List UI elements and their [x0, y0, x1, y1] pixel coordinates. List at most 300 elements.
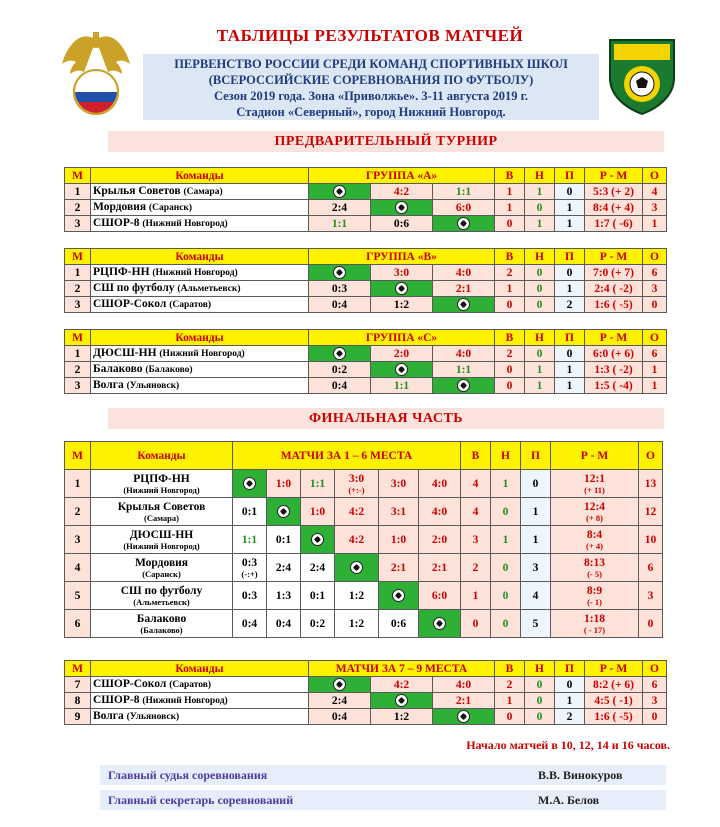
place-cell: 7 [65, 677, 91, 693]
score-cell: 4:2 [371, 677, 433, 693]
wins-cell: 0 [495, 297, 525, 313]
place-cell: 6 [65, 610, 91, 638]
score-value: 0:4 [241, 617, 258, 630]
team-cell [91, 498, 233, 526]
final-7-9-header [65, 661, 667, 677]
losses-cell: 1 [555, 362, 585, 378]
points-cell: 6 [643, 677, 667, 693]
place-cell: 3 [65, 216, 91, 232]
points-cell: 12 [639, 498, 663, 526]
chief-secretary-name: М.А. Белов [538, 793, 600, 807]
draws-cell: 1 [525, 216, 555, 232]
team-city: (Ульяновск) [126, 381, 180, 391]
team-name: СШОР-8 [93, 217, 140, 229]
losses-cell: 1 [555, 281, 585, 297]
draws-cell: 0 [491, 554, 521, 582]
team-name: Мордовия [134, 556, 189, 569]
goals-diff: (- 1) [587, 597, 602, 607]
wins-cell: 0 [495, 216, 525, 232]
score-cell [379, 498, 419, 526]
team-cell [91, 709, 309, 725]
score-value: 6:0 [431, 589, 448, 602]
col-goals: Р - М [551, 442, 639, 470]
place-cell: 3 [65, 378, 91, 394]
diagonal-cell [371, 200, 433, 216]
team-city: (Нижний Новгород) [142, 219, 228, 229]
col-points: О [643, 330, 667, 346]
col-teams: Команды [91, 249, 309, 265]
diagonal-cell [379, 582, 419, 610]
score-cell: 0:4 [309, 378, 371, 394]
score-value: 0:3 [241, 589, 258, 602]
col-teams: Команды [91, 168, 309, 184]
football-icon [350, 561, 363, 574]
draws-cell: 0 [525, 677, 555, 693]
points-cell: 6 [639, 554, 663, 582]
event-line-2: (ВСЕРОССИЙСКИЕ СОРЕВНОВАНИЯ ПО ФУТБОЛУ) [208, 73, 534, 87]
points-cell: 0 [639, 610, 663, 638]
score-cell: 2:0 [371, 346, 433, 362]
goals-value: 12:1 [583, 473, 606, 485]
team-city: (Самара) [143, 512, 179, 523]
col-wins: В [495, 168, 525, 184]
football-icon [395, 282, 408, 295]
team-cell [91, 526, 233, 554]
losses-cell: 0 [521, 470, 551, 498]
score-cell [301, 554, 335, 582]
table-row [65, 378, 667, 394]
goals-cell: 6:0 (+ 6) [585, 346, 643, 362]
wins-cell: 2 [495, 346, 525, 362]
football-icon [457, 379, 470, 392]
team-cell [91, 610, 233, 638]
score-cell: 2:1 [433, 693, 495, 709]
score-cell [379, 554, 419, 582]
score-cell: 4:0 [433, 346, 495, 362]
team-cell [91, 693, 309, 709]
losses-cell: 1 [555, 693, 585, 709]
group-c-title: ГРУППА «С» [309, 330, 495, 346]
score-value: 2:4 [275, 561, 292, 574]
score-cell: 2:4 [309, 200, 371, 216]
score-cell: 2:4 [309, 693, 371, 709]
team-cell [91, 470, 233, 498]
score-cell [301, 470, 335, 498]
team-cell [91, 378, 309, 394]
score-value: 1:2 [348, 617, 365, 630]
goals-value: 8:9 [586, 585, 603, 597]
col-losses: П [555, 168, 585, 184]
score-cell [301, 582, 335, 610]
draws-cell: 0 [525, 200, 555, 216]
points-cell: 6 [643, 265, 667, 281]
wins-cell: 4 [461, 498, 491, 526]
football-icon [457, 298, 470, 311]
diagonal-cell [433, 297, 495, 313]
col-wins: В [495, 249, 525, 265]
team-city: (Саратов) [169, 680, 212, 690]
points-cell: 1 [643, 362, 667, 378]
score-value: 1:0 [390, 533, 407, 546]
draws-cell: 1 [491, 470, 521, 498]
col-pos: М [65, 330, 91, 346]
col-draws: Н [525, 249, 555, 265]
score-value: 4:2 [348, 533, 365, 546]
score-cell [267, 610, 301, 638]
draws-cell: 1 [491, 526, 521, 554]
score-value: 0:6 [390, 617, 407, 630]
team-name: Балаково [93, 363, 143, 375]
diagonal-cell [309, 346, 371, 362]
goals-diff: (+ 11) [584, 485, 605, 495]
score-cell: 0:6 [371, 216, 433, 232]
team-city: (Балаково) [140, 624, 183, 635]
diagonal-cell [233, 470, 267, 498]
score-cell: 1:1 [433, 362, 495, 378]
table-row [65, 693, 667, 709]
place-cell: 2 [65, 281, 91, 297]
group-a-header [65, 168, 667, 184]
col-losses: П [521, 442, 551, 470]
wins-cell: 2 [495, 677, 525, 693]
team-name: СШОР-Сокол [93, 678, 167, 690]
football-icon [311, 533, 324, 546]
group-c-table [64, 329, 667, 394]
points-cell: 1 [643, 378, 667, 394]
goals-diff: (+ 8) [586, 513, 603, 523]
col-points: О [643, 249, 667, 265]
place-cell: 1 [65, 184, 91, 200]
chief-judge-label: Главный судья соревнования [108, 768, 268, 782]
goals-cell: 1:7 ( -6) [585, 216, 643, 232]
col-wins: В [495, 661, 525, 677]
team-name: Волга [93, 710, 124, 722]
team-name: Волга [93, 379, 124, 391]
score-cell: 0:2 [309, 362, 371, 378]
col-draws: Н [525, 661, 555, 677]
table-row [65, 216, 667, 232]
score-cell [301, 610, 335, 638]
goals-value: 1:18 [583, 613, 606, 625]
col-teams: Команды [91, 330, 309, 346]
goals-cell: 8:4 (+ 4) [585, 200, 643, 216]
col-draws: Н [525, 168, 555, 184]
football-icon [457, 217, 470, 230]
draws-cell: 0 [491, 610, 521, 638]
score-cell [233, 582, 267, 610]
football-icon [395, 201, 408, 214]
draws-cell: 0 [525, 297, 555, 313]
losses-cell: 3 [521, 554, 551, 582]
goals-cell: 1:5 ( -4) [585, 378, 643, 394]
draws-cell: 0 [491, 498, 521, 526]
losses-cell: 1 [521, 498, 551, 526]
draws-cell: 1 [525, 362, 555, 378]
losses-cell: 2 [555, 709, 585, 725]
diagonal-cell [433, 216, 495, 232]
draws-cell: 0 [491, 582, 521, 610]
group-c-header [65, 330, 667, 346]
col-draws: Н [491, 442, 521, 470]
diagonal-cell [309, 677, 371, 693]
table-row [65, 184, 667, 200]
wins-cell: 1 [461, 582, 491, 610]
section-final: ФИНАЛЬНАЯ ЧАСТЬ [108, 408, 664, 429]
col-teams: Команды [91, 442, 233, 470]
table-row [65, 470, 663, 498]
draws-cell: 0 [525, 693, 555, 709]
table-row [65, 346, 667, 362]
col-goals: Р - М [585, 249, 643, 265]
draws-cell: 1 [525, 184, 555, 200]
score-cell [335, 582, 379, 610]
losses-cell: 1 [521, 526, 551, 554]
score-value: 1:1 [309, 477, 326, 490]
points-cell: 4 [643, 184, 667, 200]
diagonal-cell [419, 610, 461, 638]
score-cell [335, 498, 379, 526]
score-note: (+:-) [348, 485, 365, 495]
team-city: (Саратов) [169, 300, 212, 310]
place-cell: 2 [65, 362, 91, 378]
score-value: 2:1 [431, 561, 448, 574]
score-value: 3:1 [390, 505, 407, 518]
score-cell: 4:0 [433, 265, 495, 281]
col-losses: П [555, 249, 585, 265]
event-line-4: Стадион «Северный», город Нижний Новгород. [236, 105, 506, 119]
points-cell: 3 [643, 200, 667, 216]
place-cell: 3 [65, 526, 91, 554]
score-cell: 0:3 [309, 281, 371, 297]
team-city: (Альметьевск) [133, 596, 190, 607]
diagonal-cell [301, 526, 335, 554]
group-b-title: ГРУППА «В» [309, 249, 495, 265]
diagonal-cell [309, 184, 371, 200]
football-icon [433, 617, 446, 630]
team-name: СШОР-Сокол [93, 298, 167, 310]
goals-cell [551, 554, 639, 582]
table-row [65, 709, 667, 725]
event-line-3: Сезон 2019 года. Зона «Приволжье». 3-11 августа 2019 г. [213, 89, 529, 103]
losses-cell: 0 [555, 677, 585, 693]
wins-cell: 1 [495, 200, 525, 216]
final-7-9-table [64, 660, 667, 725]
diagonal-cell [371, 281, 433, 297]
losses-cell: 1 [555, 378, 585, 394]
final-1-6-header [65, 442, 663, 470]
score-cell [379, 526, 419, 554]
team-name: Крылья Советов [93, 185, 181, 197]
score-value: 4:0 [431, 505, 448, 518]
league-shield-icon [606, 34, 678, 116]
football-icon [333, 185, 346, 198]
col-losses: П [555, 661, 585, 677]
football-icon [333, 678, 346, 691]
goals-cell: 5:3 (+ 2) [585, 184, 643, 200]
final-1-6-table [64, 441, 663, 638]
wins-cell: 3 [461, 526, 491, 554]
score-cell [379, 470, 419, 498]
score-value: 1:0 [309, 505, 326, 518]
score-cell [301, 498, 335, 526]
group-a-title: ГРУППА «А» [309, 168, 495, 184]
team-cell [91, 216, 309, 232]
score-value: 1:1 [241, 533, 258, 546]
final-7-9-title: МАТЧИ ЗА 7 – 9 МЕСТА [309, 661, 495, 677]
col-goals: Р - М [585, 330, 643, 346]
group-a-table [64, 167, 667, 232]
team-city: (Нижний Новгород) [159, 349, 245, 359]
diagonal-cell [433, 709, 495, 725]
score-cell [233, 554, 267, 582]
final-1-6-title: МАТЧИ ЗА 1 – 6 МЕСТА [233, 442, 461, 470]
score-cell: 1:1 [309, 216, 371, 232]
score-value: 0:1 [241, 505, 258, 518]
goals-diff: (+ 4) [586, 541, 603, 551]
draws-cell: 0 [525, 709, 555, 725]
score-value: 0:4 [275, 617, 292, 630]
goals-cell: 7:0 (+ 7) [585, 265, 643, 281]
wins-cell: 4 [461, 470, 491, 498]
table-row [65, 610, 663, 638]
team-city: (Альметьевск) [177, 284, 241, 294]
team-name: СШОР-8 [93, 694, 140, 706]
col-pos: М [65, 249, 91, 265]
losses-cell: 5 [521, 610, 551, 638]
score-cell: 3:0 [371, 265, 433, 281]
goals-cell [551, 470, 639, 498]
losses-cell: 4 [521, 582, 551, 610]
team-cell [91, 362, 309, 378]
team-name: ДЮСШ-НН [93, 347, 157, 359]
score-value: 2:0 [431, 533, 448, 546]
wins-cell: 1 [495, 281, 525, 297]
goals-value: 8:13 [583, 557, 606, 569]
place-cell: 3 [65, 297, 91, 313]
football-icon [392, 589, 405, 602]
team-cell [91, 677, 309, 693]
score-cell: 4:2 [371, 184, 433, 200]
team-name: ДЮСШ-НН [129, 528, 194, 541]
score-value: 4:2 [348, 505, 365, 518]
table-row [65, 265, 667, 281]
col-pos: М [65, 168, 91, 184]
team-name: РЦПФ-НН [133, 472, 190, 485]
score-value: 0:3 [241, 557, 258, 569]
football-icon [457, 710, 470, 723]
team-city: (Саранск) [148, 203, 193, 213]
football-icon [395, 694, 408, 707]
goals-cell [551, 526, 639, 554]
goals-cell: 1:6 ( -5) [585, 297, 643, 313]
team-name: РЦПФ-НН [93, 266, 150, 278]
chief-secretary-row [100, 790, 666, 810]
team-city: (Нижний Новгород) [142, 696, 228, 706]
page-title: ТАБЛИЦЫ РЕЗУЛЬТАТОВ МАТЧЕЙ [216, 26, 524, 45]
score-value: 0:1 [309, 589, 326, 602]
place-cell: 4 [65, 554, 91, 582]
diagonal-cell [267, 498, 301, 526]
diagonal-cell [433, 378, 495, 394]
score-value: 0:1 [275, 533, 292, 546]
goals-cell [551, 610, 639, 638]
team-cell [91, 582, 233, 610]
score-cell [233, 526, 267, 554]
score-value: 1:2 [348, 589, 365, 602]
goals-value: 8:4 [586, 529, 603, 541]
team-cell [91, 554, 233, 582]
score-value: 1:0 [275, 477, 292, 490]
points-cell: 3 [643, 281, 667, 297]
score-cell [335, 470, 379, 498]
place-cell: 1 [65, 346, 91, 362]
team-cell [91, 184, 309, 200]
score-cell: 0:4 [309, 709, 371, 725]
points-cell: 13 [639, 470, 663, 498]
team-city: (Саранск) [142, 568, 181, 579]
goals-cell: 8:2 (+ 6) [585, 677, 643, 693]
table-row [65, 281, 667, 297]
table-row [65, 498, 663, 526]
chief-judge-row [100, 765, 666, 785]
score-cell: 4:0 [433, 677, 495, 693]
team-cell [91, 200, 309, 216]
chief-secretary-label: Главный секретарь соревнований [108, 793, 294, 807]
score-cell [233, 498, 267, 526]
diagonal-cell [309, 265, 371, 281]
team-city: (Нижний Новгород) [152, 268, 238, 278]
score-cell [419, 582, 461, 610]
score-value: 0:2 [309, 617, 326, 630]
score-cell: 2:1 [433, 281, 495, 297]
wins-cell: 0 [461, 610, 491, 638]
score-cell [335, 526, 379, 554]
wins-cell: 0 [495, 709, 525, 725]
points-cell: 6 [643, 346, 667, 362]
score-cell [335, 610, 379, 638]
team-name: Крылья Советов [117, 500, 206, 513]
wins-cell: 1 [495, 693, 525, 709]
team-city: (Ульяновск) [126, 712, 180, 722]
table-row [65, 200, 667, 216]
team-name: Балаково [136, 612, 187, 625]
col-wins: В [495, 330, 525, 346]
table-row [65, 582, 663, 610]
col-wins: В [461, 442, 491, 470]
score-cell [419, 498, 461, 526]
score-value: 1:3 [275, 589, 292, 602]
place-cell: 1 [65, 470, 91, 498]
score-cell: 0:4 [309, 297, 371, 313]
chief-judge-name: В.В. Винокуров [538, 768, 623, 782]
goals-value: 12:4 [583, 501, 606, 513]
group-b-table [64, 248, 667, 313]
table-row [65, 677, 667, 693]
score-cell [419, 526, 461, 554]
points-cell: 1 [643, 216, 667, 232]
score-cell [267, 470, 301, 498]
team-city: (Балаково) [145, 365, 193, 375]
football-icon [395, 363, 408, 376]
rfu-emblem-icon [58, 30, 134, 120]
goals-cell [551, 582, 639, 610]
score-cell [419, 470, 461, 498]
goals-diff: (- 5) [587, 569, 602, 579]
place-cell: 8 [65, 693, 91, 709]
team-name: СШ по футболу [120, 584, 203, 597]
team-cell [91, 297, 309, 313]
points-cell: 3 [643, 693, 667, 709]
